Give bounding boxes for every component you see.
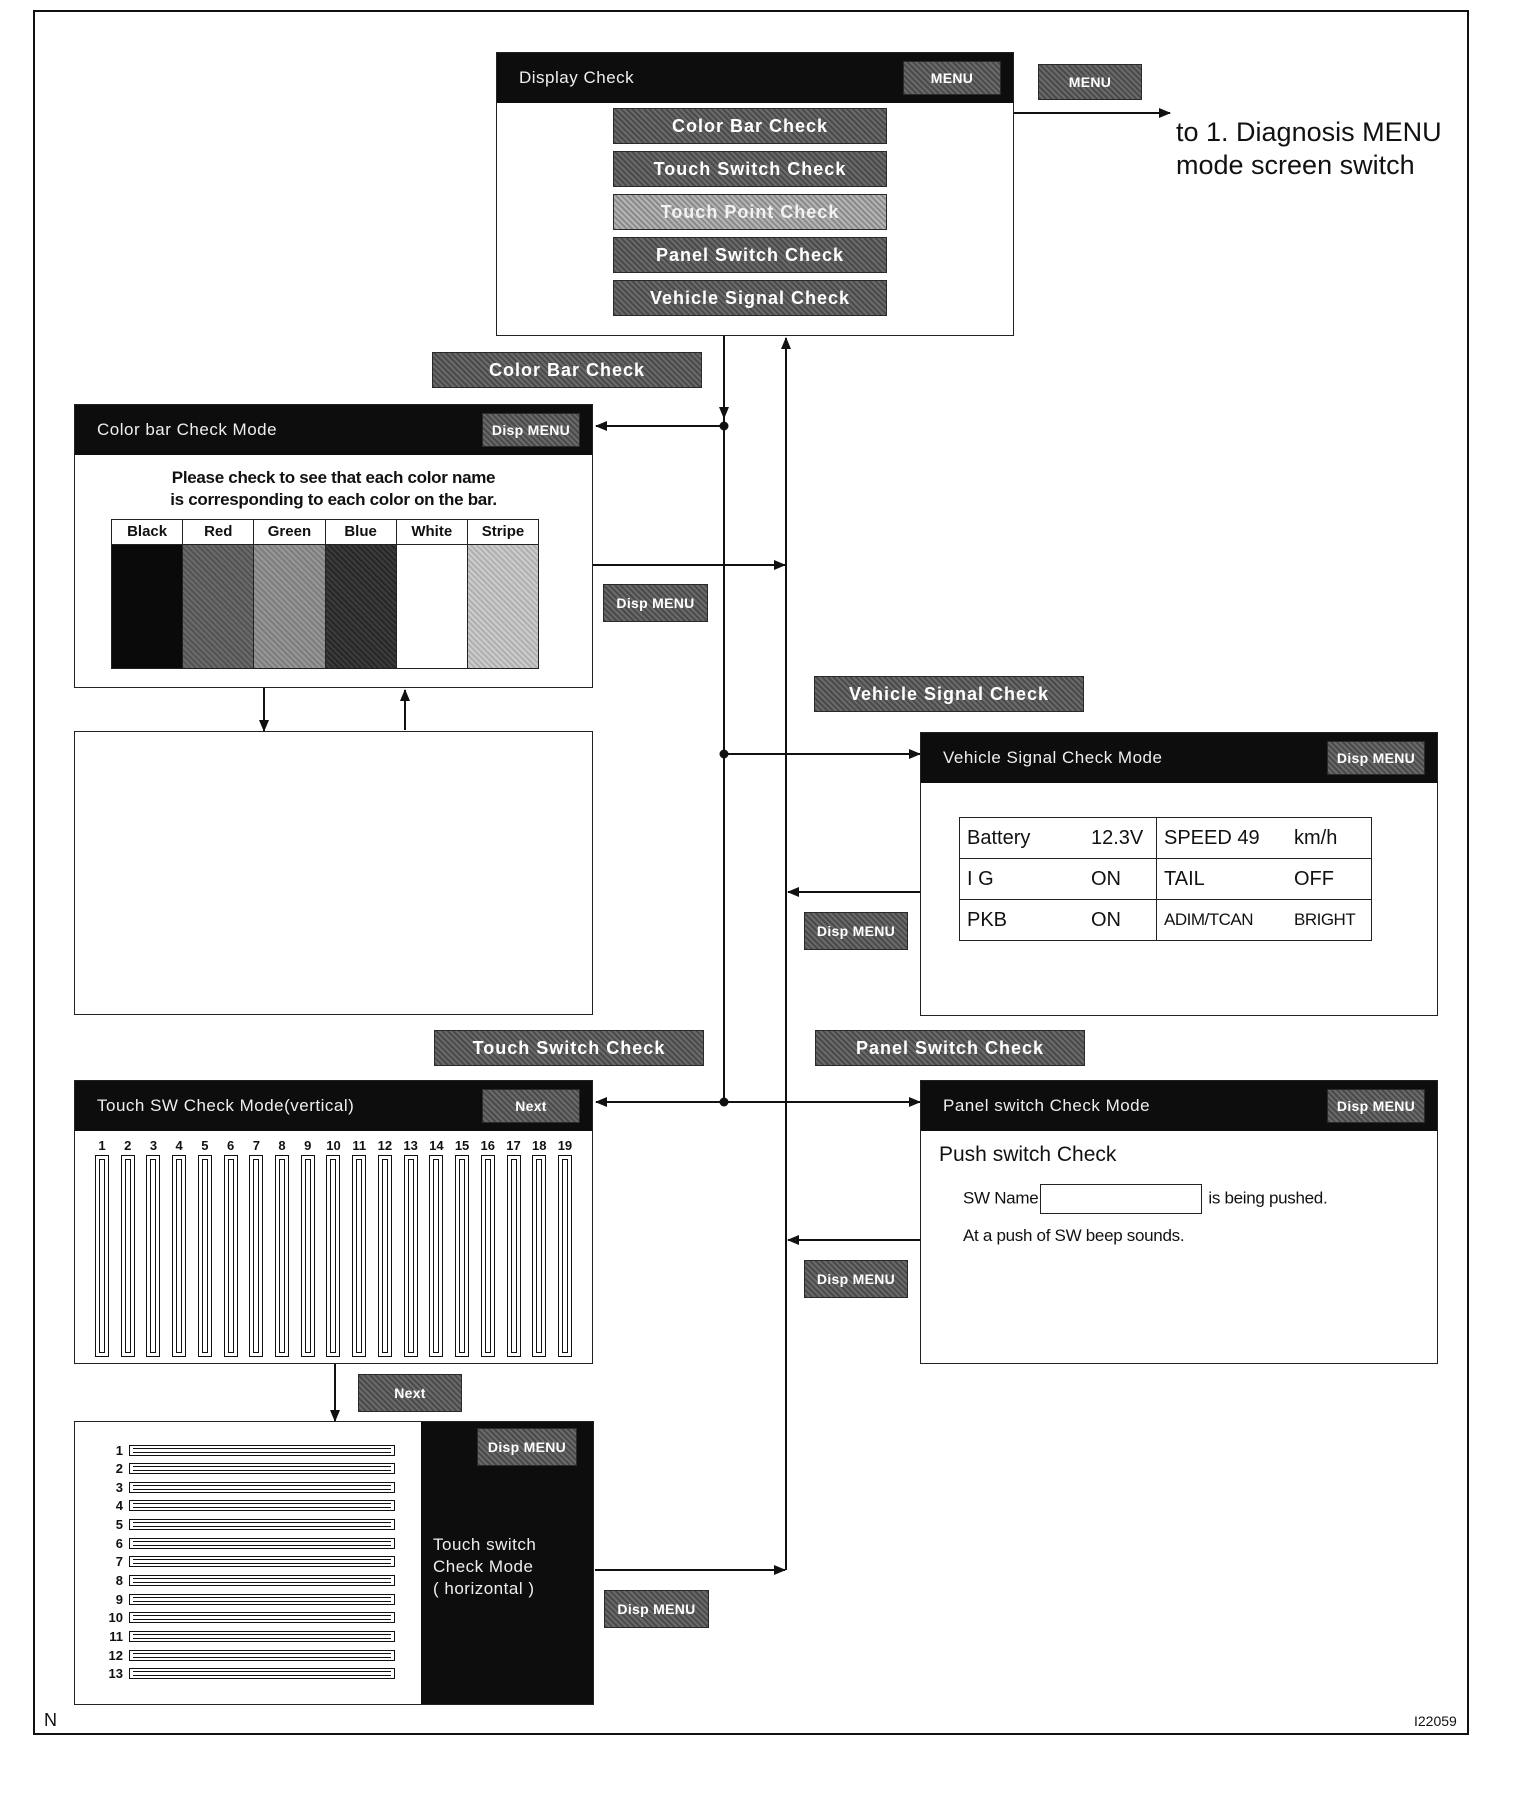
color-bar-check-button[interactable]: Color Bar Check xyxy=(613,108,887,144)
swatch-white xyxy=(397,545,467,668)
label-color-bar-check: Color Bar Check xyxy=(432,352,702,388)
switch-bar[interactable] xyxy=(198,1155,212,1357)
switch-number: 10 xyxy=(326,1138,341,1153)
label-line: ( horizontal ) xyxy=(433,1579,535,1598)
label-next: Next xyxy=(358,1374,462,1412)
external-menu-button[interactable]: MENU xyxy=(1038,64,1142,100)
vertical-switch[interactable] xyxy=(528,1137,550,1357)
color-name: Green xyxy=(254,520,324,545)
switch-number: 4 xyxy=(115,1498,123,1514)
switch-number: 8 xyxy=(278,1138,286,1153)
switch-number: 11 xyxy=(109,1629,123,1645)
color-column-blue xyxy=(326,520,397,668)
switch-bar[interactable] xyxy=(172,1155,186,1357)
vertical-switch[interactable] xyxy=(142,1137,164,1357)
horizontal-switch[interactable] xyxy=(95,1647,395,1663)
color-column-stripe xyxy=(468,520,538,668)
signal-value: km/h xyxy=(1287,818,1372,859)
horizontal-switch[interactable] xyxy=(95,1461,395,1477)
touch-horizontal-side xyxy=(421,1422,593,1704)
label-disp-menu-panel: Disp MENU xyxy=(804,1260,908,1298)
vehicle-signal-title: Vehicle Signal Check Mode xyxy=(943,748,1163,767)
label-panel-switch-check: Panel Switch Check xyxy=(815,1030,1085,1066)
horizontal-switch[interactable] xyxy=(95,1517,395,1533)
signal-label: ADIM/TCAN xyxy=(1157,900,1288,941)
switch-bar[interactable] xyxy=(129,1445,395,1456)
switch-number: 18 xyxy=(531,1138,547,1153)
switch-number: 1 xyxy=(115,1442,123,1458)
horizontal-switch[interactable] xyxy=(95,1554,395,1570)
push-switch-heading: Push switch Check xyxy=(939,1143,1117,1166)
table-row xyxy=(960,900,1372,941)
horizontal-switch[interactable] xyxy=(95,1442,395,1458)
color-column-red xyxy=(183,520,254,668)
panel-switch-title: Panel switch Check Mode xyxy=(943,1096,1151,1115)
label-vehicle-signal-check: Vehicle Signal Check xyxy=(814,676,1084,712)
vehicle-signal-title-bar xyxy=(921,733,1437,783)
switch-bar[interactable] xyxy=(95,1155,109,1357)
color-column-black xyxy=(112,520,183,668)
color-column-white xyxy=(397,520,468,668)
sw-name-row xyxy=(963,1184,1327,1214)
switch-bar[interactable] xyxy=(129,1519,395,1530)
panel-switch-title-bar xyxy=(921,1081,1437,1131)
vertical-switch[interactable] xyxy=(322,1137,344,1357)
switch-bar[interactable] xyxy=(224,1155,238,1357)
switch-number: 2 xyxy=(124,1138,132,1153)
vehicle-signal-table xyxy=(959,817,1372,941)
vertical-switch[interactable] xyxy=(297,1137,319,1357)
touch-vertical-panel xyxy=(74,1080,593,1364)
sw-name-suffix: is being pushed. xyxy=(1208,1188,1328,1208)
switch-number: 3 xyxy=(115,1479,123,1495)
switch-bar[interactable] xyxy=(146,1155,160,1357)
switch-number: 6 xyxy=(115,1535,123,1551)
swatch-black xyxy=(112,545,182,668)
switch-number: 14 xyxy=(429,1138,444,1153)
switch-number: 8 xyxy=(115,1573,123,1589)
horizontal-switch[interactable] xyxy=(95,1591,395,1607)
vertical-switch-columns xyxy=(91,1137,576,1357)
next-button[interactable]: Next xyxy=(482,1089,580,1123)
disp-menu-button[interactable]: Disp MENU xyxy=(477,1428,577,1466)
vertical-switch[interactable] xyxy=(425,1137,447,1357)
switch-bar[interactable] xyxy=(301,1155,315,1357)
touch-switch-check-button[interactable]: Touch Switch Check xyxy=(613,151,887,187)
switch-bar[interactable] xyxy=(378,1155,392,1357)
beep-note: At a push of SW beep sounds. xyxy=(963,1226,1185,1245)
switch-bar[interactable] xyxy=(326,1155,340,1357)
vertical-switch[interactable] xyxy=(400,1137,422,1357)
signal-value: OFF xyxy=(1287,859,1372,900)
switch-bar[interactable] xyxy=(352,1155,366,1357)
vertical-switch[interactable] xyxy=(271,1137,293,1357)
menu-title: Display Check xyxy=(519,68,635,87)
menu-title-bar xyxy=(497,53,1013,103)
label-line: Check Mode xyxy=(433,1557,534,1576)
touch-vertical-title-bar xyxy=(75,1081,592,1131)
switch-bar[interactable] xyxy=(129,1538,395,1549)
menu-button[interactable]: MENU xyxy=(903,61,1001,95)
switch-bar[interactable] xyxy=(507,1155,521,1357)
instruction-line-2: is corresponding to each color on the bar. xyxy=(170,490,497,509)
signal-label: I G xyxy=(960,859,1085,900)
vertical-switch[interactable] xyxy=(451,1137,473,1357)
switch-number: 1 xyxy=(98,1138,106,1153)
figure-code: I22059 xyxy=(1414,1713,1457,1729)
horizontal-switch[interactable] xyxy=(95,1666,395,1682)
vertical-switch[interactable] xyxy=(168,1137,190,1357)
switch-number: 17 xyxy=(506,1138,521,1153)
instruction-line-1: Please check to see that each color name xyxy=(171,468,496,487)
label-touch-switch-check: Touch Switch Check xyxy=(434,1030,704,1066)
table-row xyxy=(960,818,1372,859)
color-bar-check-panel xyxy=(74,404,593,688)
vertical-switch[interactable] xyxy=(245,1137,267,1357)
color-bar-instructions xyxy=(75,467,592,511)
switch-number: 9 xyxy=(304,1138,312,1153)
switch-bar[interactable] xyxy=(481,1155,495,1357)
vertical-switch[interactable] xyxy=(348,1137,370,1357)
switch-number: 10 xyxy=(108,1610,123,1626)
vertical-switch[interactable] xyxy=(554,1137,576,1357)
color-name: White xyxy=(397,520,467,545)
switch-bar[interactable] xyxy=(129,1594,395,1605)
color-name: Black xyxy=(112,520,182,545)
junction-dot xyxy=(720,1098,729,1107)
switch-bar[interactable] xyxy=(129,1482,395,1493)
vertical-switch[interactable] xyxy=(194,1137,216,1357)
swatch-stripe xyxy=(468,545,538,668)
display-check-menu xyxy=(496,52,1014,336)
switch-bar[interactable] xyxy=(129,1650,395,1661)
switch-bar[interactable] xyxy=(275,1155,289,1357)
disp-menu-button[interactable]: Disp MENU xyxy=(482,413,580,447)
vertical-switch[interactable] xyxy=(117,1137,139,1357)
panel-switch-panel xyxy=(920,1080,1438,1364)
switch-number: 5 xyxy=(115,1517,123,1533)
switch-bar[interactable] xyxy=(129,1556,395,1567)
touch-horizontal-panel xyxy=(74,1421,594,1705)
horizontal-switch[interactable] xyxy=(95,1629,395,1645)
signal-label: TAIL xyxy=(1157,859,1288,900)
color-name: Blue xyxy=(326,520,396,545)
switch-bar[interactable] xyxy=(129,1668,395,1679)
color-bar-title: Color bar Check Mode xyxy=(97,420,278,439)
junction-dot xyxy=(720,750,729,759)
vertical-switch[interactable] xyxy=(91,1137,113,1357)
signal-value: ON xyxy=(1084,859,1157,900)
switch-bar[interactable] xyxy=(129,1612,395,1623)
signal-label: SPEED 49 xyxy=(1157,818,1288,859)
switch-bar[interactable] xyxy=(455,1155,469,1357)
switch-number: 12 xyxy=(377,1138,393,1153)
touch-point-check-button[interactable]: Touch Point Check xyxy=(613,194,887,230)
label-disp-menu-vehicle: Disp MENU xyxy=(804,912,908,950)
swatch-red xyxy=(183,545,253,668)
signal-value: 12.3V xyxy=(1084,818,1157,859)
switch-number: 4 xyxy=(175,1138,183,1153)
switch-bar[interactable] xyxy=(129,1631,395,1642)
switch-bar[interactable] xyxy=(249,1155,263,1357)
switch-bar[interactable] xyxy=(121,1155,135,1357)
switch-number: 19 xyxy=(557,1138,573,1153)
label-line: Touch switch xyxy=(433,1535,537,1554)
horizontal-switch[interactable] xyxy=(95,1498,395,1514)
switch-number: 9 xyxy=(115,1591,123,1607)
color-bar-title-bar xyxy=(75,405,592,455)
vehicle-signal-panel xyxy=(920,732,1438,1016)
switch-bar[interactable] xyxy=(129,1500,395,1511)
horizontal-switch-rows xyxy=(95,1442,395,1682)
horizontal-switch[interactable] xyxy=(95,1610,395,1626)
color-column-green xyxy=(254,520,325,668)
label-disp-menu-colorbar: Disp MENU xyxy=(603,584,708,622)
horizontal-switch[interactable] xyxy=(95,1573,395,1589)
touch-vertical-title: Touch SW Check Mode(vertical) xyxy=(97,1096,355,1115)
table-row xyxy=(960,859,1372,900)
junction-dot xyxy=(720,422,729,431)
switch-number: 15 xyxy=(454,1138,470,1153)
vertical-switch[interactable] xyxy=(477,1137,499,1357)
horizontal-switch[interactable] xyxy=(95,1535,395,1551)
switch-number: 2 xyxy=(115,1461,123,1477)
switch-number: 13 xyxy=(108,1666,123,1682)
signal-value: BRIGHT xyxy=(1287,900,1372,941)
panel-switch-check-button[interactable]: Panel Switch Check xyxy=(613,237,887,273)
swatch-green xyxy=(254,545,324,668)
disp-menu-button[interactable]: Disp MENU xyxy=(1327,1089,1425,1123)
switch-number: 6 xyxy=(226,1138,235,1153)
signal-label: Battery xyxy=(960,818,1085,859)
corner-letter: N xyxy=(44,1710,57,1730)
switch-number: 3 xyxy=(149,1138,158,1153)
sw-name-label: SW Name xyxy=(963,1188,1039,1208)
switch-bar[interactable] xyxy=(532,1155,546,1357)
signal-value: ON xyxy=(1084,900,1157,941)
diagnosis-menu-note: to 1. Diagnosis MENU mode screen switch xyxy=(1176,117,1442,180)
disp-menu-button[interactable]: Disp MENU xyxy=(1327,741,1425,775)
horizontal-switch[interactable] xyxy=(95,1479,395,1495)
switch-bar[interactable] xyxy=(404,1155,418,1357)
label-disp-menu-horizontal: Disp MENU xyxy=(604,1590,709,1628)
vertical-switch[interactable] xyxy=(503,1137,525,1357)
switch-number: 13 xyxy=(403,1138,418,1153)
vehicle-signal-check-button[interactable]: Vehicle Signal Check xyxy=(613,280,887,316)
color-bar xyxy=(111,519,539,669)
switch-number: 7 xyxy=(252,1138,260,1153)
switch-number: 12 xyxy=(108,1647,123,1663)
color-name: Red xyxy=(183,520,253,545)
switch-bar[interactable] xyxy=(558,1155,572,1357)
switch-number: 7 xyxy=(115,1554,123,1570)
color-name: Stripe xyxy=(468,520,538,545)
touch-horizontal-label xyxy=(433,1534,536,1600)
sw-name-box xyxy=(1040,1184,1202,1214)
switch-number: 16 xyxy=(480,1138,496,1153)
switch-bar[interactable] xyxy=(129,1463,395,1474)
signal-label: PKB xyxy=(960,900,1085,941)
vertical-switch[interactable] xyxy=(374,1137,396,1357)
switch-number: 11 xyxy=(352,1138,367,1153)
full-color-screen[interactable] xyxy=(74,731,593,1015)
switch-bar[interactable] xyxy=(429,1155,443,1357)
switch-bar[interactable] xyxy=(129,1575,395,1586)
switch-number: 5 xyxy=(201,1138,209,1153)
vertical-switch[interactable] xyxy=(220,1137,242,1357)
swatch-blue xyxy=(326,545,396,668)
